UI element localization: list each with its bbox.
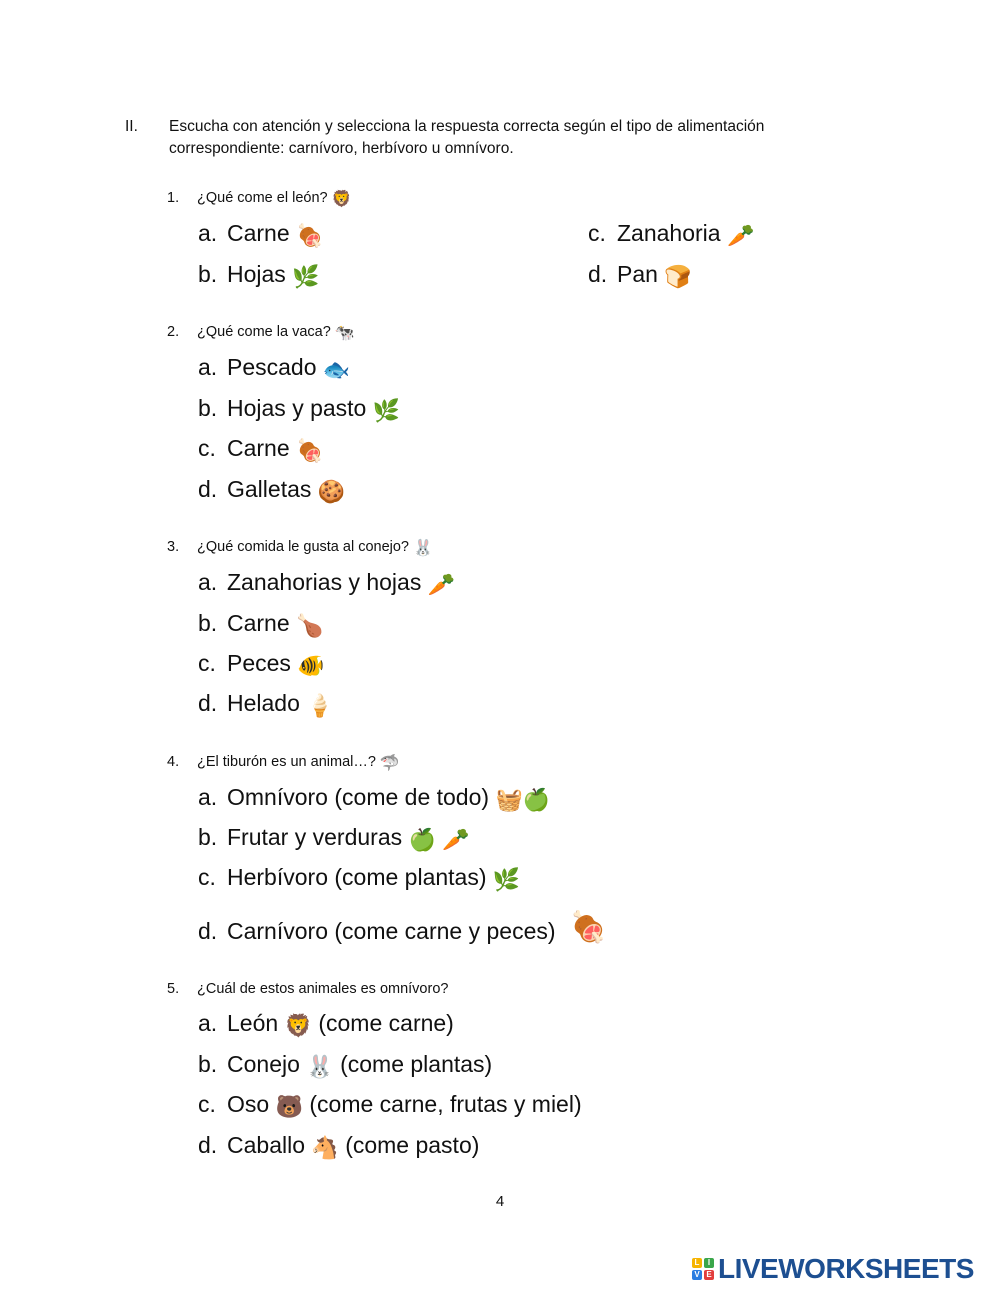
option-text: Carne [227,435,290,461]
logo-mark-letter: I [704,1258,714,1268]
option-2c[interactable] [198,433,323,466]
option-letter: c. [588,220,606,246]
basket-apple-icon: 🧺🍏 [495,787,551,812]
logo-mark-letter: V [692,1270,702,1280]
question-text: ¿Qué comida le gusta al conejo? [197,539,409,555]
shark-icon: 🦈 [379,755,400,772]
option-letter: b. [198,824,218,850]
option-text: Pan [617,261,658,287]
logo-mark-letter: L [692,1258,702,1268]
option-text: León [227,1010,279,1036]
option-letter: a. [198,220,218,246]
option-1b[interactable] [198,259,320,292]
option-5a[interactable] [198,1008,454,1041]
question-1 [167,188,352,210]
option-text: Pescado [227,354,317,380]
question-text: ¿Qué come la vaca? [197,324,331,340]
question-number: 3. [167,539,180,555]
logo-mark-icon [692,1258,714,1280]
herb-icon: 🌿 [292,264,320,289]
option-text: Carne [227,220,290,246]
question-5 [167,979,448,999]
option-letter: d. [198,918,218,944]
option-letter: a. [198,569,218,595]
option-1c[interactable] [588,218,754,251]
option-3c[interactable] [198,648,325,681]
rabbit-icon: 🐰 [306,1054,334,1079]
option-text: Frutar y verduras [227,824,403,850]
bear-icon: 🐻 [275,1094,303,1119]
option-text: Hojas y pasto [227,395,367,421]
lion-icon: 🦁 [284,1013,312,1038]
option-text: Helado [227,690,300,716]
logo-text: LIVEWORKSHEETS [718,1253,974,1284]
liveworksheets-logo [692,1254,974,1284]
horse-icon: 🐴 [311,1135,339,1160]
question-number: 5. [167,981,180,997]
option-5d[interactable] [198,1130,479,1163]
option-text: Caballo [227,1132,305,1158]
option-letter: a. [198,784,218,810]
option-note: (come pasto) [345,1132,480,1158]
question-4 [167,752,400,774]
option-5b[interactable] [198,1049,492,1082]
option-2a[interactable] [198,352,350,385]
option-letter: d. [588,261,608,287]
option-3b[interactable] [198,608,323,641]
section-number: II. [125,118,138,135]
page-number: 4 [495,1193,505,1210]
herb-icon: 🌿 [372,398,401,423]
question-2 [167,322,355,344]
carrot-icon: 🥕 [427,572,456,597]
option-4b[interactable] [198,822,469,855]
option-text: Conejo [227,1051,300,1077]
option-4a[interactable] [198,782,550,815]
carrot-icon: 🥕 [726,223,755,248]
option-letter: b. [198,610,218,636]
option-3a[interactable] [198,567,455,600]
ice-cream-icon: 🍦 [306,693,334,718]
meat-icon: 🍖 [569,911,608,944]
option-letter: c. [198,864,216,890]
option-5c[interactable] [198,1089,582,1122]
option-text: Peces [227,650,291,676]
question-number: 4. [167,754,180,770]
meat-icon: 🍖 [296,223,324,248]
option-text: Galletas [227,476,312,502]
drumstick-icon: 🍗 [296,613,324,638]
option-letter: c. [198,650,216,676]
option-2b[interactable] [198,393,400,426]
question-text: ¿Qué come el león? [197,190,328,206]
option-text: Herbívoro (come plantas) [227,864,487,890]
cookie-icon: 🍪 [317,479,346,504]
option-3d[interactable] [198,688,334,721]
option-4c[interactable] [198,862,520,895]
option-letter: d. [198,1132,218,1158]
question-number: 2. [167,324,180,340]
option-text: Zanahoria [617,220,721,246]
option-text: Hojas [227,261,286,287]
question-text: ¿El tiburón es un animal…? [197,754,376,770]
rabbit-icon: 🐰 [413,540,433,557]
option-letter: b. [198,395,218,421]
tropical-fish-icon: 🐠 [297,653,325,678]
option-1a[interactable] [198,218,323,251]
logo-mark-letter: E [704,1270,714,1280]
herb-icon: 🌿 [492,867,521,892]
option-letter: d. [198,690,218,716]
lion-icon: 🦁 [331,191,352,208]
option-note: (come carne, frutas y miel) [309,1091,582,1117]
option-letter: a. [198,354,218,380]
question-number: 1. [167,190,180,206]
option-1d[interactable] [588,259,692,292]
option-letter: d. [198,476,218,502]
option-text: Carne [227,610,290,636]
option-2d[interactable] [198,474,345,507]
apple-carrot-icon: 🍏 🥕 [408,827,470,852]
cow-icon: 🐄 [334,325,355,342]
instruction-text: Escucha con atención y selecciona la respuesta correcta según el tipo de alimentación correspondiente: carnívoro, herbívoro u omnívoro. [169,118,765,157]
option-text: Carnívoro (come carne y peces) [227,918,556,944]
bread-icon: 🍞 [664,264,692,289]
option-letter: c. [198,435,216,461]
option-letter: a. [198,1010,218,1036]
question-text: ¿Cuál de estos animales es omnívoro? [197,981,449,997]
option-4d[interactable] [198,913,607,946]
option-text: Zanahorias y hojas [227,569,422,595]
option-letter: b. [198,1051,218,1077]
fish-icon: 🐟 [322,357,351,382]
meat-icon: 🍖 [296,438,324,463]
option-text: Omnívoro (come de todo) [227,784,490,810]
option-note: (come carne) [318,1010,454,1036]
question-3 [167,537,433,559]
option-letter: c. [198,1091,216,1117]
option-text: Oso [227,1091,270,1117]
option-letter: b. [198,261,218,287]
option-note: (come plantas) [340,1051,493,1077]
